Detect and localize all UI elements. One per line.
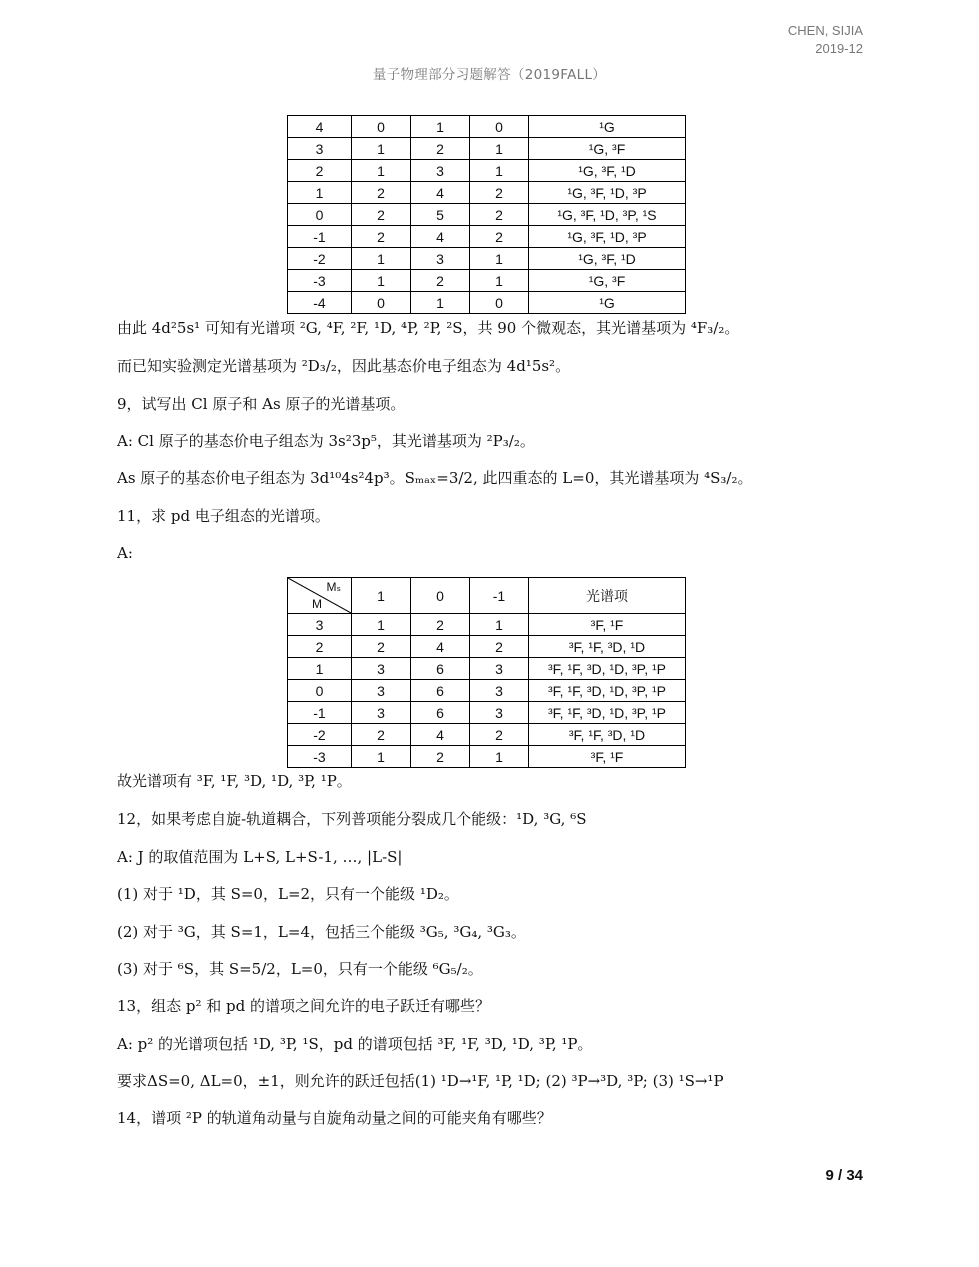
term-cell: ¹G, ³F, ¹D, ³P: [529, 182, 686, 204]
count-cell: 4: [411, 724, 470, 746]
count-cell: 4: [288, 116, 352, 138]
term-cell: ¹G, ³F: [529, 270, 686, 292]
text-line: 9，试写出 Cl 原子和 As 原子的光谱基项。: [117, 395, 406, 413]
count-cell: 1: [352, 270, 411, 292]
count-cell: 1: [470, 138, 529, 160]
term-cell: ³F, ¹F, ³D, ¹D: [529, 636, 686, 658]
table-header-row: [288, 578, 686, 614]
header-date: 2019-12: [815, 41, 863, 56]
count-cell: -3: [288, 746, 352, 768]
count-cell: 2: [470, 182, 529, 204]
count-cell: 1: [352, 248, 411, 270]
header-cell: 0: [411, 578, 470, 614]
table-row: [288, 680, 686, 702]
term-cell: ¹G, ³F, ¹D, ³P, ¹S: [529, 204, 686, 226]
table-row: [288, 658, 686, 680]
count-cell: -2: [288, 248, 352, 270]
count-cell: 0: [470, 292, 529, 314]
text-line: (3) 对于 ⁶S，其 S=5/2，L=0，只有一个能级 ⁶G₅/₂。: [117, 960, 483, 978]
count-cell: 2: [288, 636, 352, 658]
count-cell: 3: [470, 680, 529, 702]
count-cell: 4: [411, 636, 470, 658]
table-row: [288, 116, 686, 138]
count-cell: 1: [470, 248, 529, 270]
count-cell: 1: [411, 292, 470, 314]
term-table-pd: [287, 577, 686, 768]
count-cell: 2: [470, 226, 529, 248]
corner-m-label: M: [312, 597, 322, 611]
count-cell: 3: [411, 248, 470, 270]
table-row: [288, 248, 686, 270]
text-line: 要求ΔS=0, ΔL=0，±1，则允许的跃迁包括(1) ¹D→¹F, ¹P, ¹D; (2) ³P→³D, ³P; (3) ¹S→¹P: [117, 1072, 724, 1090]
count-cell: 2: [411, 270, 470, 292]
count-cell: 0: [352, 292, 411, 314]
count-cell: -3: [288, 270, 352, 292]
text-line: (1) 对于 ¹D，其 S=0，L=2，只有一个能级 ¹D₂。: [117, 885, 459, 903]
count-cell: 1: [411, 116, 470, 138]
count-cell: 2: [352, 636, 411, 658]
count-cell: 2: [411, 614, 470, 636]
count-cell: 2: [352, 724, 411, 746]
count-cell: 0: [470, 116, 529, 138]
count-cell: 1: [470, 160, 529, 182]
header-author-block: [788, 22, 863, 58]
count-cell: 1: [352, 160, 411, 182]
count-cell: 3: [470, 702, 529, 724]
count-cell: -1: [288, 702, 352, 724]
term-cell: ³F, ¹F, ³D, ¹D, ³P, ¹P: [529, 702, 686, 724]
term-table-4d2-5s1: [287, 115, 686, 314]
text-line: A:: [117, 544, 133, 562]
count-cell: -4: [288, 292, 352, 314]
table-row: [288, 746, 686, 768]
count-cell: 0: [288, 680, 352, 702]
table-row: [288, 702, 686, 724]
table-row: [288, 614, 686, 636]
count-cell: 6: [411, 658, 470, 680]
count-cell: 2: [352, 226, 411, 248]
term-cell: ³F, ¹F, ³D, ¹D: [529, 724, 686, 746]
table-row: [288, 160, 686, 182]
count-cell: 3: [288, 138, 352, 160]
count-cell: 3: [352, 702, 411, 724]
count-cell: 2: [352, 182, 411, 204]
text-line: A: Cl 原子的基态价电子组态为 3s²3p⁵，其光谱基项为 ²P₃/₂。: [117, 432, 535, 450]
count-cell: 2: [470, 636, 529, 658]
term-cell: ¹G: [529, 116, 686, 138]
term-cell: ³F, ¹F, ³D, ¹D, ³P, ¹P: [529, 658, 686, 680]
count-cell: 1: [352, 138, 411, 160]
count-cell: 2: [470, 724, 529, 746]
term-cell: ¹G, ³F: [529, 138, 686, 160]
count-cell: 3: [288, 614, 352, 636]
term-cell: ¹G, ³F, ¹D: [529, 160, 686, 182]
count-cell: 4: [411, 182, 470, 204]
header-cell: 光谱项: [529, 578, 686, 614]
count-cell: 6: [411, 702, 470, 724]
term-cell: ¹G, ³F, ¹D: [529, 248, 686, 270]
count-cell: 6: [411, 680, 470, 702]
header-author: CHEN, SIJIA: [787, 23, 863, 38]
count-cell: -2: [288, 724, 352, 746]
count-cell: 1: [288, 658, 352, 680]
count-cell: 1: [470, 270, 529, 292]
term-cell: ³F, ¹F, ³D, ¹D, ³P, ¹P: [529, 680, 686, 702]
count-cell: 1: [288, 182, 352, 204]
count-cell: 1: [352, 614, 411, 636]
text-line: A: J 的取值范围为 L+S, L+S-1, …, |L-S|: [117, 848, 403, 866]
page-number: 9 / 34: [825, 1167, 863, 1184]
count-cell: 1: [352, 746, 411, 768]
table-row: [288, 138, 686, 160]
count-cell: 0: [288, 204, 352, 226]
term-cell: ¹G: [529, 292, 686, 314]
count-cell: 1: [470, 746, 529, 768]
table-row: [288, 226, 686, 248]
count-cell: 3: [352, 680, 411, 702]
count-cell: 2: [411, 746, 470, 768]
count-cell: 1: [470, 614, 529, 636]
header-cell: 1: [352, 578, 411, 614]
count-cell: 2: [288, 160, 352, 182]
count-cell: 3: [411, 160, 470, 182]
count-cell: 3: [470, 658, 529, 680]
table-row: [288, 270, 686, 292]
text-line: 而已知实验测定光谱基项为 ²D₃/₂，因此基态价电子组态为 4d¹5s²。: [117, 357, 571, 375]
count-cell: 2: [470, 204, 529, 226]
count-cell: 4: [411, 226, 470, 248]
table-row: [288, 182, 686, 204]
corner-cell: [288, 578, 352, 614]
table-row: [288, 204, 686, 226]
count-cell: 2: [411, 138, 470, 160]
text-line: 由此 4d²5s¹ 可知有光谱项 ²G, ⁴F, ²F, ¹D, ⁴P, ²P, ²S，共 90 个微观态，其光谱基项为 ⁴F₃/₂。: [117, 319, 740, 337]
text-line: (2) 对于 ³G，其 S=1，L=4，包括三个能级 ³G₅, ³G₄, ³G₃。: [117, 923, 526, 941]
table-row: [288, 636, 686, 658]
term-cell: ¹G, ³F, ¹D, ³P: [529, 226, 686, 248]
text-line: A: p² 的光谱项包括 ¹D, ³P, ¹S，pd 的谱项包括 ³F, ¹F, ³D, ¹D, ³P, ¹P。: [117, 1035, 593, 1053]
count-cell: -1: [288, 226, 352, 248]
table-row: [288, 724, 686, 746]
text-line: 故光谱项有 ³F, ¹F, ³D, ¹D, ³P, ¹P。: [117, 772, 352, 790]
text-line: 14，谱项 ²P 的轨道角动量与自旋角动量之间的可能夹角有哪些？: [117, 1109, 552, 1127]
table-row: [288, 292, 686, 314]
text-line: 13，组态 p² 和 pd 的谱项之间允许的电子跃迁有哪些？: [117, 997, 490, 1015]
count-cell: 2: [352, 204, 411, 226]
text-line: As 原子的基态价电子组态为 3d¹⁰4s²4p³。Sₘₐₓ=3/2, 此四重态的 L=0，其光谱基项为 ⁴S₃/₂。: [117, 469, 753, 487]
term-cell: ³F, ¹F: [529, 746, 686, 768]
text-line: 12，如果考虑自旋-轨道耦合，下列普项能分裂成几个能级：¹D, ³G, ⁶S: [117, 810, 587, 828]
header-cell: -1: [470, 578, 529, 614]
count-cell: 3: [352, 658, 411, 680]
count-cell: 0: [352, 116, 411, 138]
count-cell: 5: [411, 204, 470, 226]
header-doc-title: 量子物理部分习题解答（2019FALL）: [372, 67, 607, 83]
corner-ms-label: Mₛ: [326, 580, 341, 594]
term-cell: ³F, ¹F: [529, 614, 686, 636]
text-line: 11，求 pd 电子组态的光谱项。: [117, 507, 330, 525]
